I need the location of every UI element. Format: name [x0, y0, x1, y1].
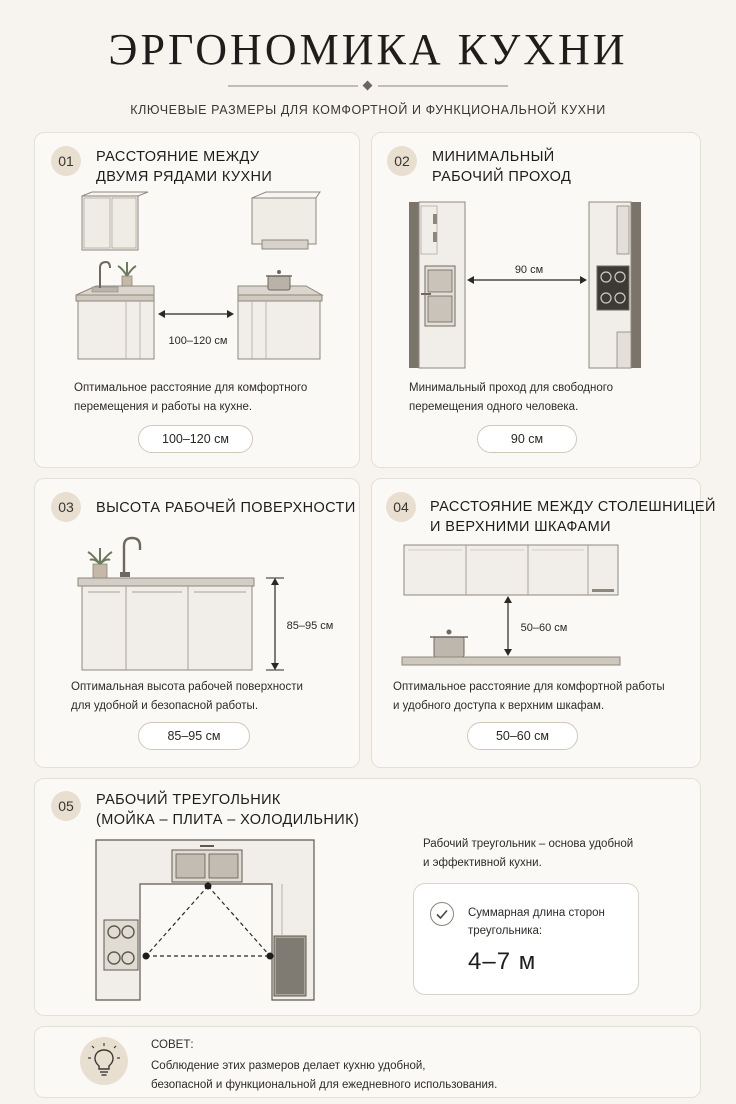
lightbulb-icon: [80, 1037, 128, 1085]
section-title: ВЫСОТА РАБОЧЕЙ ПОВЕРХНОСТИ: [96, 500, 356, 516]
counter-height-illustration: [70, 530, 350, 675]
pot-icon: [430, 630, 468, 658]
cooktop-icon: [597, 266, 629, 310]
section-title: МИНИМАЛЬНЫЙ РАБОЧИЙ ПРОХОД: [432, 149, 572, 185]
section-description: Оптимальное расстояние для комфортного перемещения и работы на кухне.: [74, 382, 308, 413]
dimension-label: 85–95 см: [286, 620, 334, 632]
tip-text: Соблюдение этих размеров делает кухню удобной, безопасной и функциональной для ежедневного использования.: [151, 1060, 498, 1091]
faucet-icon: [100, 262, 110, 288]
dimension-label: 100–120 см: [168, 335, 228, 347]
page-title: ЭРГОНОМИКА КУХНИ: [108, 25, 628, 74]
section-description: Минимальный проход для свободного перемещения одного человека.: [409, 382, 614, 413]
counter-cabinet-gap-illustration: [400, 543, 640, 673]
section-title: РАССТОЯНИЕ МЕЖДУ СТОЛЕШНИЦЕЙ И ВЕРХНИМИ ШКАФАМИ: [430, 499, 716, 535]
sink-icon: [172, 846, 242, 882]
section-number: 01: [51, 146, 81, 176]
section-title: РАССТОЯНИЕ МЕЖДУ ДВУМЯ РЯДАМИ КУХНИ: [96, 149, 273, 185]
title-divider: [228, 78, 508, 94]
page-subtitle: КЛЮЧЕВЫЕ РАЗМЕРЫ ДЛЯ КОМФОРТНОЙ И ФУНКЦИОНАЛЬНОЙ КУХНИ: [130, 103, 606, 117]
two-rows-illustration: [70, 190, 330, 360]
section-number: 04: [386, 492, 416, 522]
section-number: 02: [387, 146, 417, 176]
section-number: 03: [51, 492, 81, 522]
base-cabinet-left: [76, 286, 154, 359]
dimension-label: 50–60 см: [520, 622, 568, 634]
section-description: Оптимальная высота рабочей поверхности для удобной и безопасной работы.: [71, 681, 303, 712]
section-title: РАБОЧИЙ ТРЕУГОЛЬНИК (МОЙКА – ПЛИТА – ХОЛОДИЛЬНИК): [96, 792, 360, 828]
value-badge: 90 см: [477, 425, 577, 453]
passage-plan-illustration: [405, 200, 645, 370]
upper-cabinet-right: [252, 192, 320, 249]
value-badge: 100–120 см: [138, 425, 253, 453]
plant-icon: [88, 548, 112, 578]
value-badge: 50–60 см: [467, 722, 578, 750]
check-icon: [430, 902, 454, 926]
base-cabinet-right: [238, 286, 322, 359]
cooktop-icon: [104, 920, 138, 970]
fridge-icon: [274, 936, 306, 996]
section-description: Рабочий треугольник – основа удобной и эффективной кухни.: [423, 838, 634, 869]
tip-heading: СОВЕТ:: [151, 1039, 194, 1051]
faucet-icon: [120, 538, 140, 577]
plant-icon: [118, 262, 136, 286]
summary-label: Суммарная длина сторон треугольника:: [468, 907, 605, 937]
dimension-label: 90 см: [514, 264, 544, 276]
section-number: 05: [51, 791, 81, 821]
upper-cabinet-left: [82, 192, 148, 250]
pot-icon: [266, 270, 292, 290]
summary-value: 4–7 м: [468, 948, 537, 975]
section-description: Оптимальное расстояние для комфортной работы и удобного доступа к верхним шкафам.: [393, 681, 665, 712]
value-badge: 85–95 см: [138, 722, 250, 750]
sink-icon: [421, 266, 455, 326]
triangle-summary-box: [413, 883, 639, 995]
work-triangle-plan-illustration: [94, 838, 316, 1002]
